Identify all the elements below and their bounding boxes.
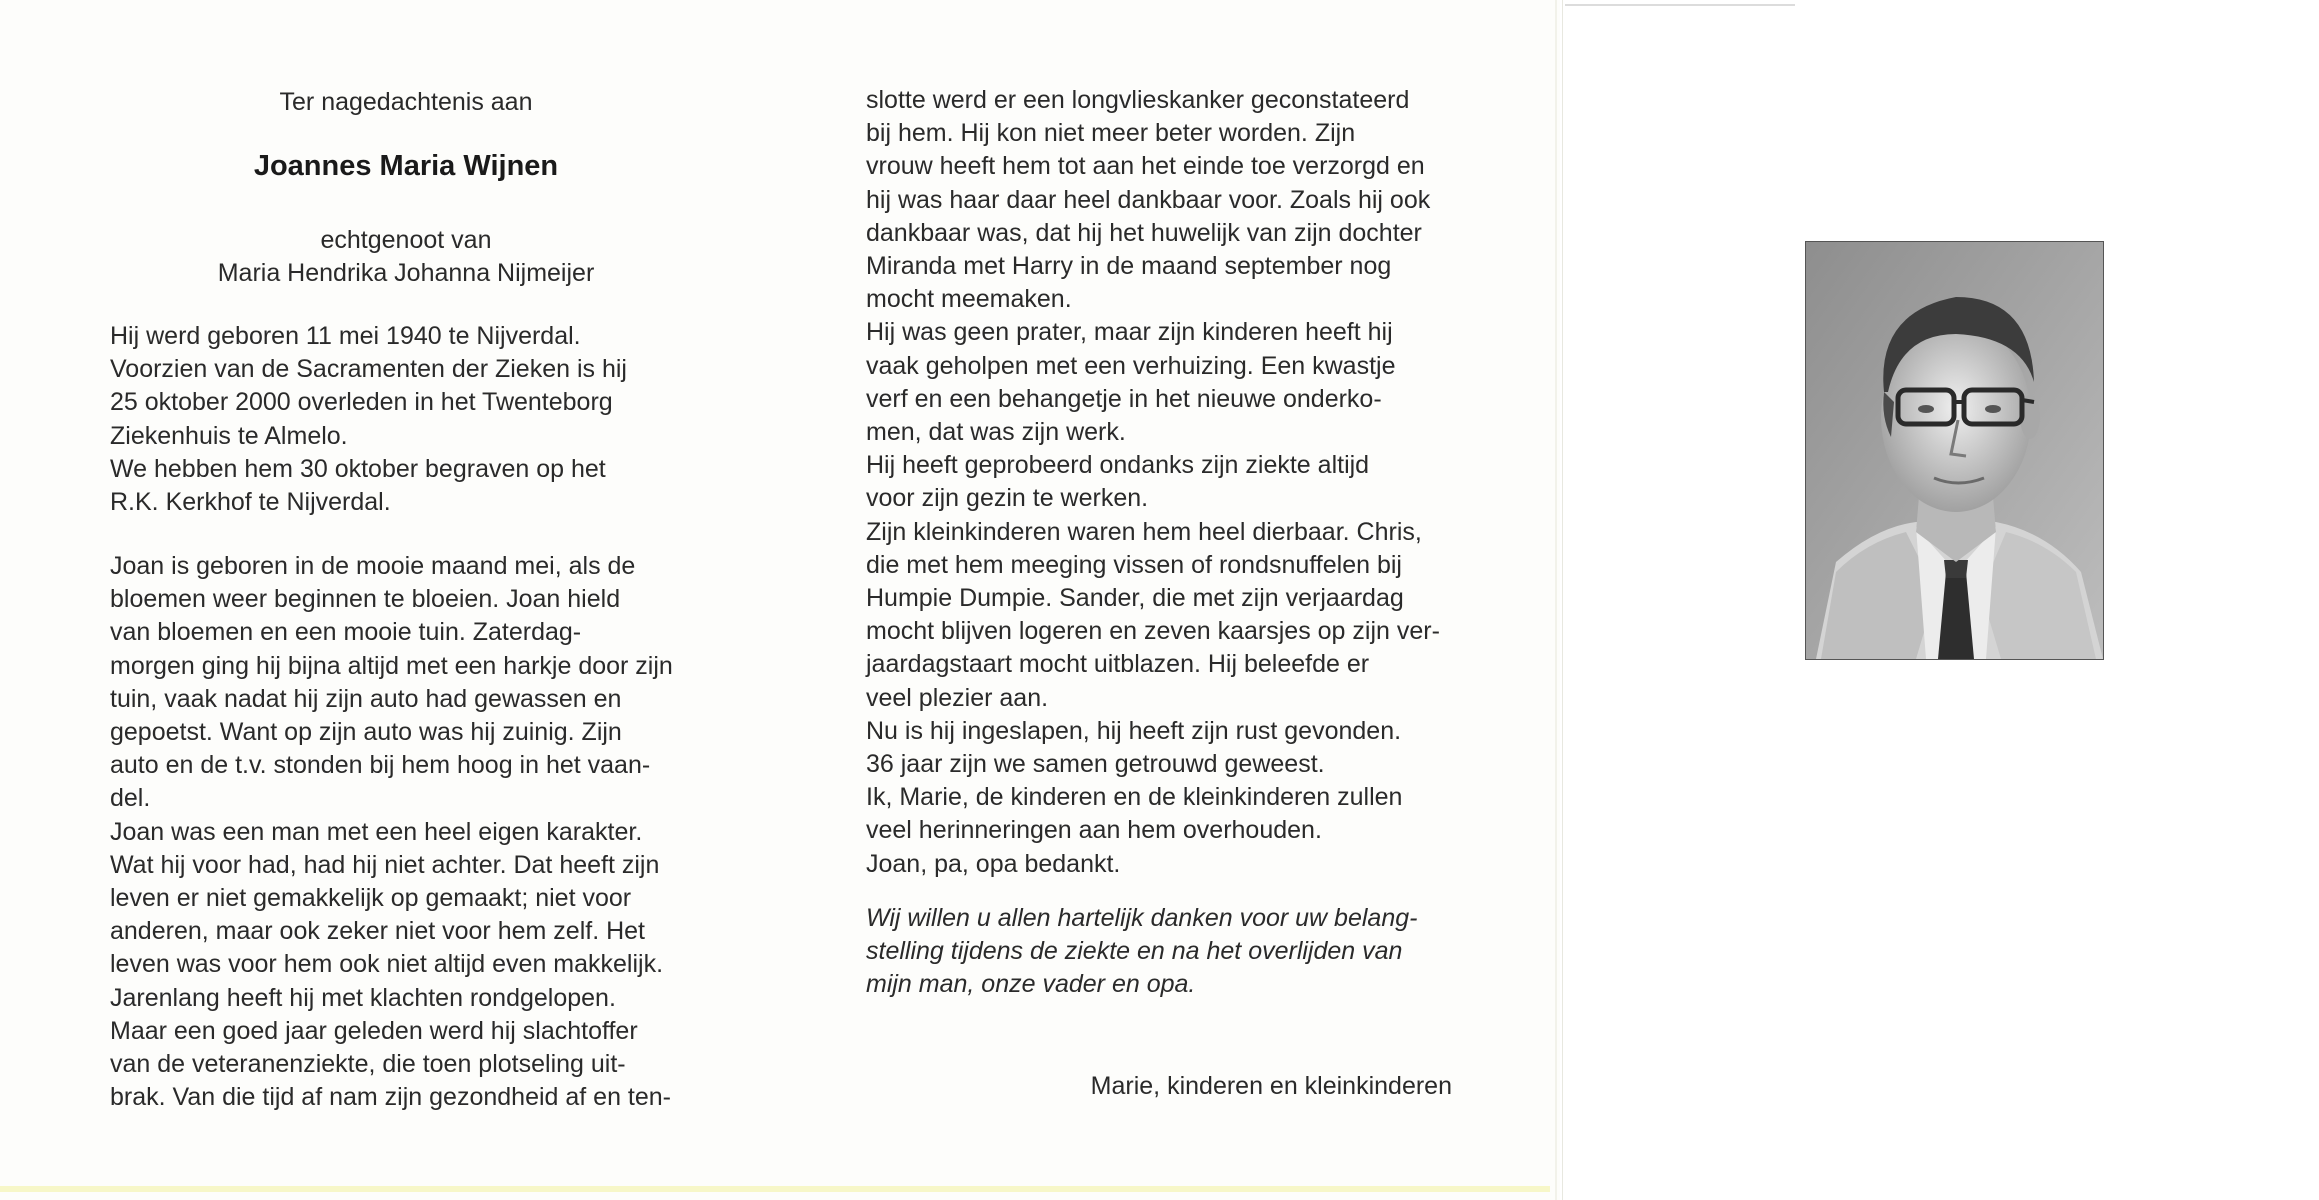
text-line: dankbaar was, dat hij het huwelijk van zijn dochter	[866, 218, 1422, 247]
facts-block	[110, 320, 702, 519]
text-line: Miranda met Harry in de maand september nog	[866, 252, 1392, 281]
text-line: Hij heeft geprobeerd ondanks zijn ziekte altijd	[866, 451, 1370, 480]
story-middle-block	[866, 84, 1456, 881]
text-line: die met hem meeging vissen of rondsnuffelen bij	[866, 550, 1402, 579]
text-line: Wat hij voor had, had hij niet achter. Dat heeft zijn	[110, 850, 660, 879]
fold-line	[1555, 0, 1557, 1200]
text-line: Joan was een man met een heel eigen karakter.	[110, 817, 643, 846]
deceased-name: Joannes Maria Wijnen	[253, 150, 559, 182]
text-line: voor zijn gezin te werken.	[866, 484, 1149, 513]
text-line: 36 jaar zijn we samen getrouwd geweest.	[866, 750, 1325, 779]
text-line: mocht blijven logeren en zeven kaarsjes op zijn ver-	[866, 617, 1440, 646]
text-line: mijn man, onze vader en opa.	[866, 970, 1196, 999]
text-line: We hebben hem 30 oktober begraven op het	[110, 454, 606, 483]
text-line: Nu is hij ingeslapen, hij heeft zijn rust gevonden.	[866, 716, 1402, 745]
text-line: stelling tijdens de ziekte en na het overlijden van	[866, 937, 1403, 966]
text-line: gepoetst. Want op zijn auto was hij zuinig. Zijn	[110, 718, 622, 747]
text-line: del.	[110, 784, 151, 813]
text-line: vaak geholpen met een verhuizing. Een kwastje	[866, 351, 1396, 380]
text-line: hij was haar daar heel dankbaar voor. Zoals hij ook	[866, 185, 1431, 214]
portrait-illustration	[1806, 242, 2103, 659]
text-line: leven was voor hem ook niet altijd even makkelijk.	[110, 950, 664, 979]
edge-line	[0, 1186, 1550, 1192]
text-line: jaardagstaart mocht uitblazen. Hij beleefde er	[866, 650, 1370, 679]
portrait-photo	[1805, 241, 2104, 660]
text-line: Humpie Dumpie. Sander, die met zijn verjaardag	[866, 584, 1404, 613]
text-line: Joan, pa, opa bedankt.	[866, 849, 1121, 878]
story-left-block	[110, 550, 702, 1114]
text-line: Voorzien van de Sacramenten der Zieken is hij	[110, 355, 627, 384]
text-line: Ik, Marie, de kinderen en de kleinkinderen zullen	[866, 783, 1403, 812]
text-line: veel plezier aan.	[866, 683, 1049, 712]
text-line: Joan is geboren in de mooie maand mei, als de	[110, 552, 636, 580]
text-line: R.K. Kerkhof te Nijverdal.	[110, 488, 391, 517]
text-line: leven er niet gemakkelijk op gemaakt; niet voor	[110, 884, 632, 913]
text-line: 25 oktober 2000 overleden in het Twenteborg	[110, 388, 613, 417]
text-line: Maar een goed jaar geleden werd hij slachtoffer	[110, 1016, 638, 1045]
text-line: Hij was geen prater, maar zijn kinderen heeft hij	[866, 318, 1393, 347]
text-line: mocht meemaken.	[866, 285, 1072, 314]
text-line: Jarenlang heeft hij met klachten rondgelopen.	[110, 983, 616, 1012]
text-line: slotte werd er een longvlieskanker geconstateerd	[866, 86, 1410, 114]
text-line: verf en een behangetje in het nieuwe onderko-	[866, 384, 1382, 413]
text-line: anderen, maar ook zeker niet voor hem zelf. Het	[110, 917, 645, 946]
text-line: bloemen weer beginnen te bloeien. Joan hield	[110, 585, 621, 614]
text-line: auto en de t.v. stonden bij hem hoog in het vaan-	[110, 751, 651, 780]
edge-line	[1565, 4, 1795, 6]
text-line: van bloemen en een mooie tuin. Zaterdag-	[110, 618, 582, 647]
text-line: men, dat was zijn werk.	[866, 418, 1126, 447]
signature: Marie, kinderen en kleinkinderen	[1090, 1072, 1452, 1100]
text-line: Wij willen u allen hartelijk danken voor uw belang-	[866, 904, 1418, 932]
fold-line	[1562, 0, 1563, 1200]
text-line: tuin, vaak nadat hij zijn auto had gewassen en	[110, 684, 622, 713]
text-line: veel herinneringen aan hem overhouden.	[866, 816, 1322, 845]
text-line: brak. Van die tijd af nam zijn gezondheid af en ten-	[110, 1083, 671, 1112]
text-line: Hij werd geboren 11 mei 1940 te Nijverdal.	[110, 322, 581, 350]
text-line: bij hem. Hij kon niet meer beter worden. Zijn	[866, 119, 1356, 148]
thanks-block	[866, 902, 1456, 1002]
text-line: vrouw heeft hem tot aan het einde toe verzorgd en	[866, 152, 1425, 181]
text-line: van de veteranenziekte, die toen plotseling uit-	[110, 1050, 626, 1079]
spouse-block	[110, 224, 702, 290]
text-line: Ziekenhuis te Almelo.	[110, 421, 348, 450]
text-line: morgen ging hij bijna altijd met een harkje door zijn	[110, 651, 673, 680]
intro-text: Ter nagedachtenis aan	[279, 88, 533, 116]
spouse-name: Maria Hendrika Johanna Nijmeijer	[217, 259, 595, 288]
spouse-label: echtgenoot van	[320, 226, 492, 254]
text-line: Zijn kleinkinderen waren hem heel dierbaar. Chris,	[866, 517, 1422, 546]
